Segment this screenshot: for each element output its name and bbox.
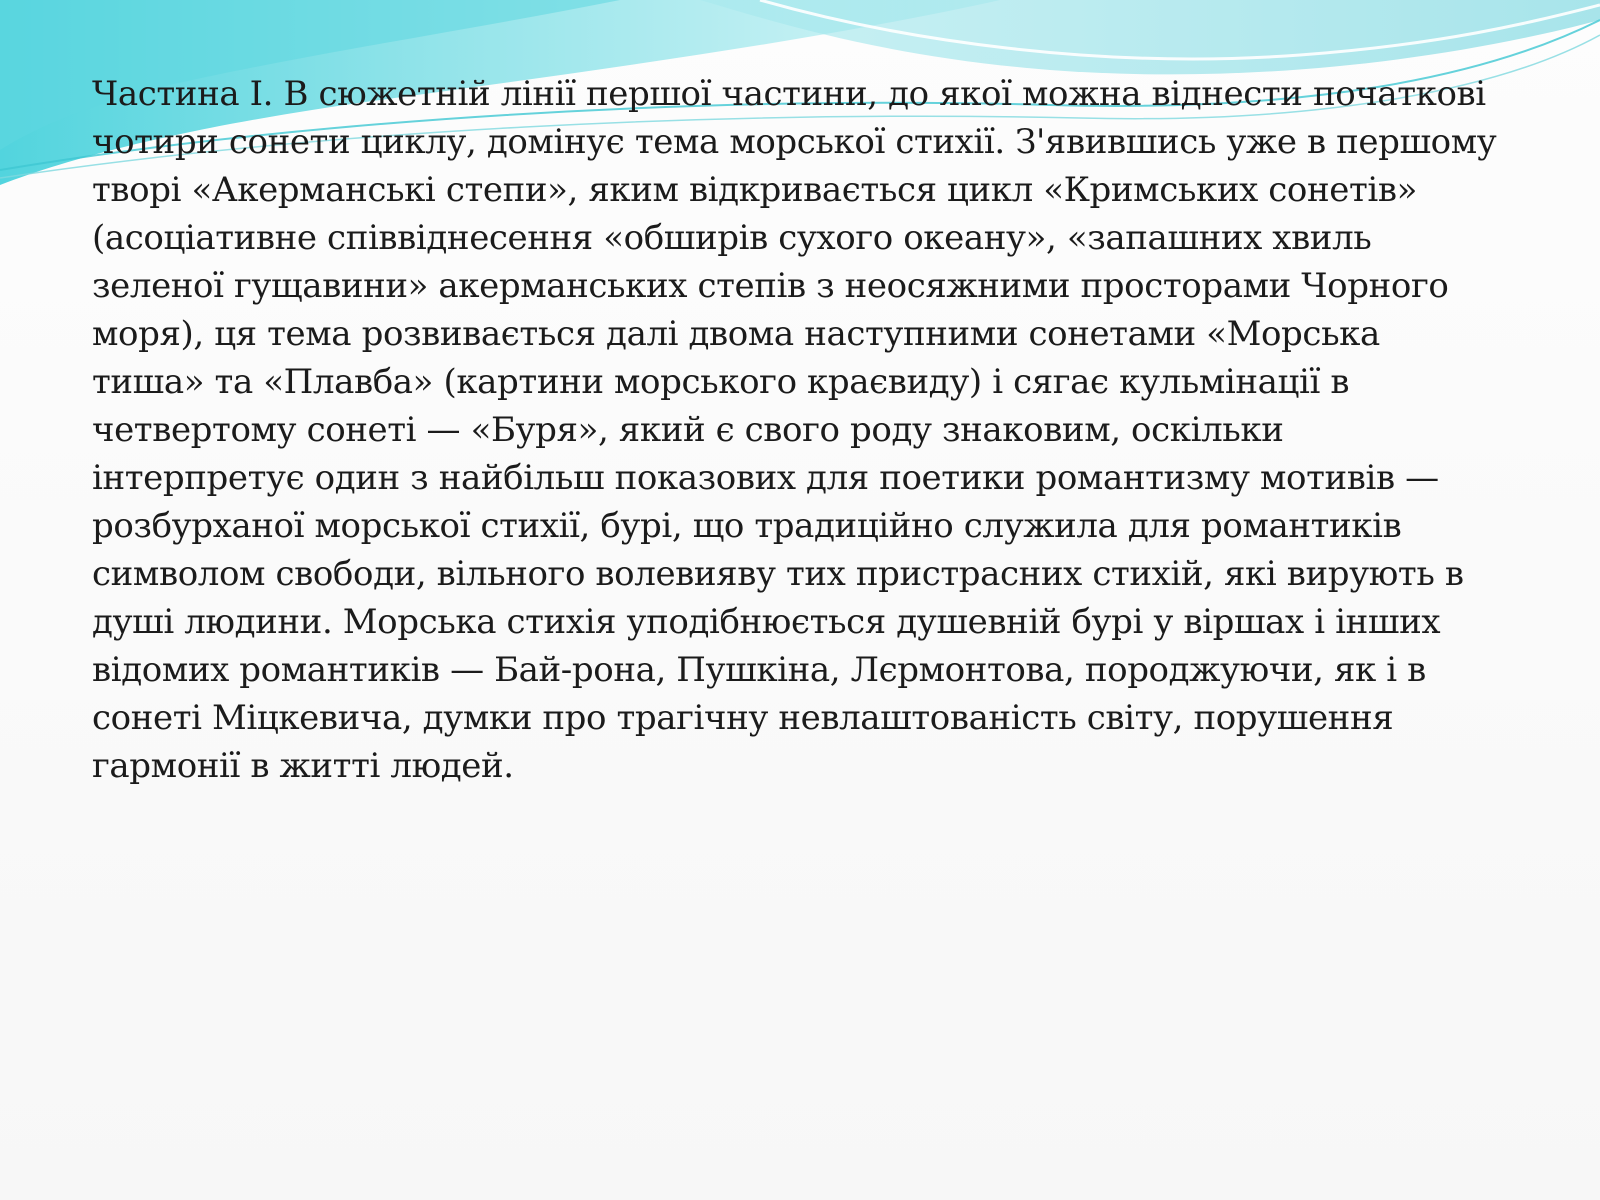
slide-body-text: Частина І. В сюжетній лінії першої частини, до якої можна віднести початкові чотири сонети циклу, домінує тема морської стихії. З'явившись уже в першому творі «Акерманські степи», яким відкривається цикл «Кримських сонетів» (асоціативне співвіднесення «обширів сухого океану», «запашних хвиль зеленої гущавини» акерманських степів з неосяжними просторами Чорного моря), ця тема розвивається далі двома наступними сонетами «Морська тиша» та «Плавба» (картини морського краєвиду) і сягає кульмінації в четвертому сонеті — «Буря», який є свого роду знаковим, оскільки інтерпретує один з найбільш показових для поетики романтизму мотивів — розбурханої морської стихії, бурі, що традиційно служила для романтиків символом свободи, вільного волевияву тих пристрасних стихій, які вирують в душі людини. Морська стихія уподібнюється душевній бурі у віршах і інших відомих романтиків — Бай-рона, Пушкіна, Лєрмонтова, породжуючи, як і в сонеті Міцкевича, думки про трагічну невлаштованість світу, порушення гармонії в житті людей. xyxy=(92,74,1497,786)
